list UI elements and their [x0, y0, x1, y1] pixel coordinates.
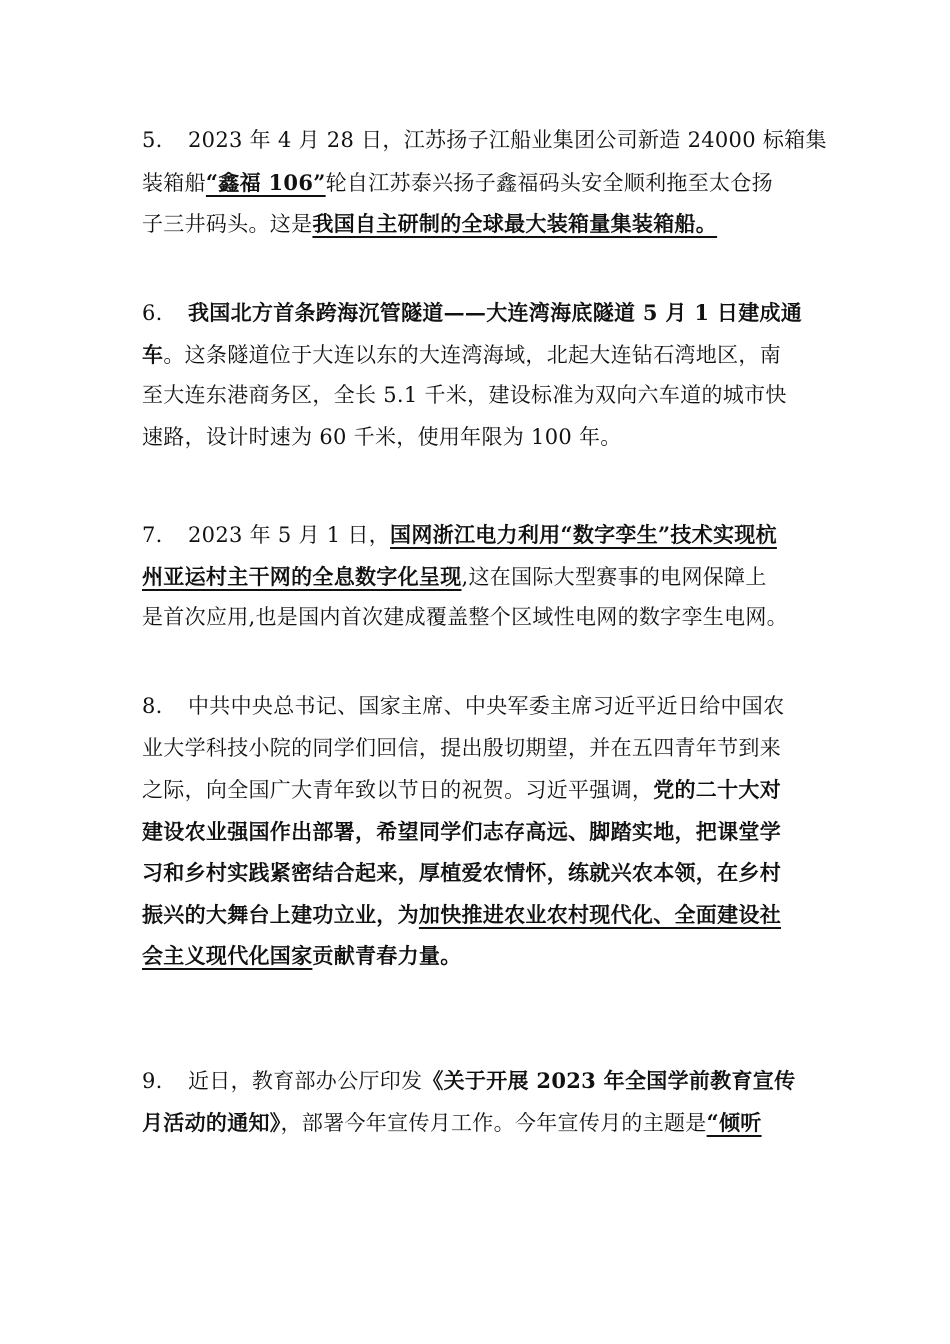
key-point-highlight: 会主义现代化国家 [142, 943, 313, 968]
item-text: 速路，设计时速为 60 千米，使用年限为 100 年。 [142, 424, 622, 449]
item-text: 装箱船 [142, 170, 206, 195]
key-point-highlight: 州亚运村主干网的全息数字化呈现 [142, 563, 462, 589]
item-line [142, 120, 827, 162]
news-item-7 [142, 514, 812, 639]
item-line [142, 894, 812, 936]
document-title-bold: 《关于开展 2023 年全国学前教育宣传 [422, 1068, 796, 1093]
item-line [142, 1060, 812, 1102]
item-number: 9. [142, 1069, 163, 1093]
document-title-bold: 月活动的通知》 [142, 1109, 281, 1135]
item-text: 中共中央总书记、国家主席、中央军委主席习近平近日给中国农 [188, 694, 785, 718]
quote-bold: 习和乡村实践紧密结合起来，厚植爱农情怀，练就兴农本领，在乡村 [142, 860, 781, 885]
item-text: 近日，教育部办公厅印发 [188, 1069, 423, 1093]
item-text: 2023 年 5 月 1 日， [188, 523, 391, 547]
headline-bold: 我国北方首条跨海沉管隧道——大连湾海底隧道 5 月 1 日建成通 [188, 300, 803, 325]
headline-bold: 车 [142, 341, 164, 367]
item-line [142, 686, 812, 728]
item-number: 7. [142, 523, 163, 547]
quote-bold: 建设农业强国作出部署，希望同学们志存高远、脚踏实地，把课堂学 [142, 818, 781, 844]
item-text: 子三井码头。这是 [142, 212, 313, 236]
news-item-8 [142, 686, 812, 977]
key-point-highlight: 加快推进农业农村现代化、全面建设社 [418, 901, 782, 927]
item-number: 6. [142, 301, 163, 325]
ship-name-highlight: “鑫福 106” [205, 169, 326, 195]
item-text: ，部署今年宣传月工作。今年宣传月的主题是 [280, 1110, 707, 1135]
item-text: 是首次应用,也是国内首次建成覆盖整个区域性电网的数字孪生电网。 [142, 605, 788, 629]
item-number: 8. [142, 694, 163, 718]
item-line [142, 417, 812, 459]
item-text: 2023 年 4 月 28 日，江苏扬子江船业集团公司新造 24000 标箱集 [188, 128, 827, 152]
item-line [142, 514, 812, 556]
item-line [142, 852, 812, 894]
item-line [142, 334, 812, 376]
item-line [142, 203, 812, 245]
item-line [142, 556, 812, 598]
item-line [142, 1102, 812, 1144]
item-text: 业大学科技小院的同学们回信，提出殷切期望，并在五四青年节到来 [142, 735, 781, 760]
item-line [142, 811, 812, 853]
key-point-highlight: 国网浙江电力利用“数字孪生”技术实现杭 [390, 522, 777, 547]
item-text: 轮自江苏泰兴扬子鑫福码头安全顺利拖至太仓扬 [325, 170, 773, 195]
item-line [142, 769, 812, 811]
item-text: 之际，向全国广大青年致以节日的祝贺。习近平强调， [142, 778, 654, 802]
theme-highlight: “倾听 [706, 1109, 762, 1135]
news-item-9 [142, 1060, 812, 1143]
quote-bold: 贡献青春力量。 [312, 943, 462, 968]
item-text: 。这条隧道位于大连以东的大连湾海域，北起大连钻石湾地区，南 [163, 342, 782, 367]
item-number: 5. [142, 128, 163, 152]
item-line [142, 597, 812, 639]
quote-bold: 振兴的大舞台上建功立业，为 [142, 901, 419, 927]
item-text: 至大连东港商务区，全长 5.1 千米，建设标准为双向六车道的城市快 [142, 383, 787, 407]
item-line [142, 728, 812, 770]
quote-bold: 党的二十大对 [653, 777, 782, 802]
item-line [142, 292, 812, 334]
item-text: ,这在国际大型赛事的电网保障上 [461, 564, 767, 589]
key-point-highlight: 我国自主研制的全球最大装箱量集装箱船。 [312, 211, 718, 236]
item-line [142, 162, 812, 204]
news-item-6 [142, 292, 812, 458]
item-line [142, 375, 812, 417]
item-line [142, 935, 812, 977]
news-item-5 [142, 120, 827, 245]
